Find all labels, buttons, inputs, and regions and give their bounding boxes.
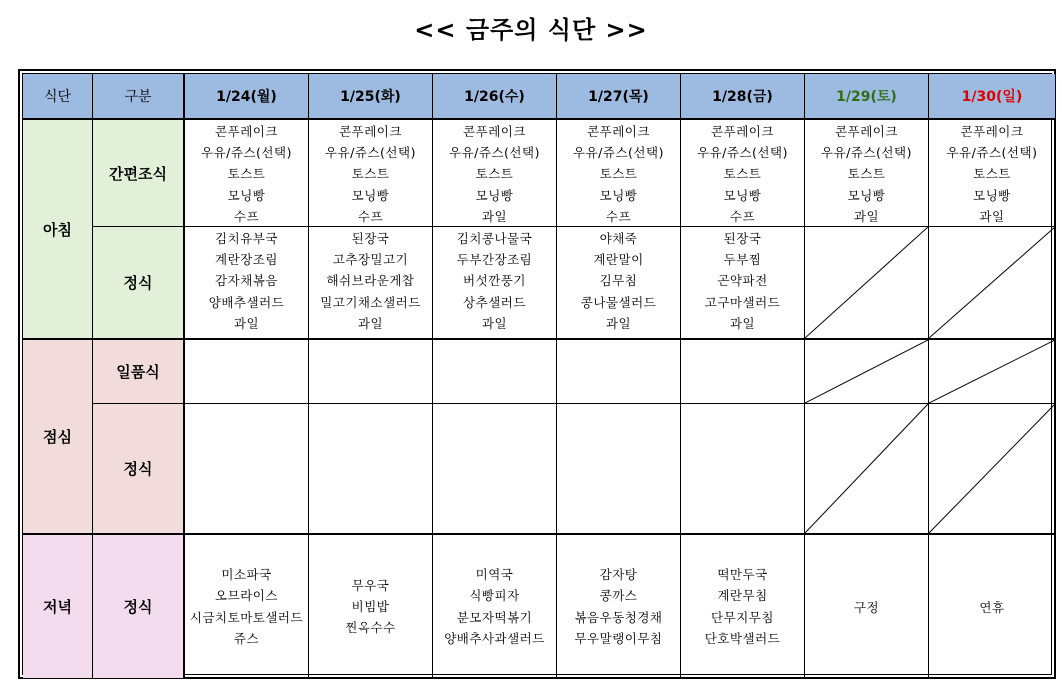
- lunch-single-tue: [309, 340, 433, 404]
- menu-item: 단호박샐러드: [704, 630, 781, 646]
- menu-item: 된장국: [351, 231, 390, 246]
- lunch-set-tue: [309, 404, 433, 535]
- menu-item: 밀고기채소샐러드: [320, 294, 421, 310]
- menu-item: 우유/쥬스(선택): [325, 145, 416, 161]
- menu-item: 고구마샐러드: [704, 294, 781, 310]
- breakfast-simple-mon: [185, 120, 309, 227]
- menu-item: 과일: [853, 208, 880, 224]
- meal-breakfast: 아침: [23, 120, 93, 340]
- menu-item: 연휴: [979, 599, 1005, 615]
- menu-item: 모닝빵: [973, 187, 1011, 203]
- header-day-fri: 1/28(금): [681, 74, 805, 120]
- breakfast-simple-thu: [557, 120, 681, 227]
- menu-item: 과일: [979, 208, 1005, 224]
- menu-item: 고추장밀고기: [332, 252, 409, 268]
- lunch-set-thu: [557, 404, 681, 535]
- menu-item: 과일: [729, 315, 756, 331]
- empty-slash: [805, 404, 928, 533]
- menu-item: 상추샐러드: [463, 294, 526, 310]
- menu-item: 콘푸레이크: [463, 124, 526, 139]
- type-set-lunch: 정식: [93, 404, 185, 535]
- empty-slash: [929, 404, 1055, 533]
- menu-item: 콘푸레이크: [215, 124, 278, 139]
- menu-item: 모닝빵: [599, 187, 638, 203]
- lunch-set-sun: [929, 404, 1055, 535]
- dinner-set-wed: [433, 535, 557, 678]
- meal-lunch: 점심: [23, 340, 93, 535]
- menu-item: 쥬스: [233, 630, 260, 646]
- breakfast-set-mon: [185, 227, 309, 340]
- menu-item: 과일: [481, 208, 508, 224]
- dinner-set-sun: [929, 535, 1055, 678]
- menu-item: 수프: [357, 208, 384, 224]
- menu-item: 양배추사과샐러드: [444, 630, 545, 646]
- empty-slash: [929, 340, 1055, 403]
- menu-item: 우유/쥬스(선택): [946, 145, 1038, 161]
- menu-item: 콘푸레이크: [587, 124, 650, 139]
- lunch-set-fri: [681, 404, 805, 535]
- breakfast-simple-sun: [929, 120, 1055, 227]
- type-single-lunch: 일품식: [93, 340, 185, 404]
- lunch-single-fri: [681, 340, 805, 404]
- menu-item: 과일: [233, 315, 260, 331]
- breakfast-set-tue: [309, 227, 433, 340]
- menu-item: 분모자떡볶기: [456, 609, 533, 625]
- breakfast-set-fri: [681, 227, 805, 340]
- menu-item: 콘푸레이크: [339, 124, 402, 139]
- menu-item: 무우말랭이무침: [574, 630, 663, 646]
- menu-item: 우유/쥬스(선택): [697, 145, 788, 161]
- menu-item: 모닝빵: [475, 187, 514, 203]
- menu-item: 토스트: [227, 166, 266, 182]
- breakfast-simple-fri: [681, 120, 805, 227]
- header-day-sat: 1/29(토): [805, 74, 929, 120]
- menu-item: 콩나물샐러드: [580, 294, 657, 310]
- menu-item: 우유/쥬스(선택): [449, 145, 540, 161]
- menu-item: 과일: [481, 315, 508, 331]
- menu-item: 무우국: [351, 577, 390, 593]
- menu-item: 모닝빵: [723, 187, 762, 203]
- menu-item: 오므라이스: [215, 588, 278, 604]
- type-simple-breakfast: 간편조식: [93, 120, 185, 227]
- menu-item: 계란무침: [717, 588, 768, 604]
- menu-item: 김치콩나물국: [456, 231, 533, 246]
- lunch-set-wed: [433, 404, 557, 535]
- menu-item: 토스트: [847, 166, 886, 182]
- menu-item: 식빵피자: [469, 588, 520, 604]
- menu-item: 콘푸레이크: [835, 124, 898, 139]
- menu-item: 토스트: [973, 166, 1011, 182]
- dinner-set-tue: [309, 535, 433, 678]
- menu-item: 우유/쥬스(선택): [821, 145, 912, 161]
- menu-item: 수프: [729, 208, 756, 224]
- menu-item: 계란말이: [593, 252, 644, 268]
- menu-item: 해쉬브라운게찹: [326, 273, 415, 289]
- lunch-single-sat: [805, 340, 929, 404]
- menu-item: 된장국: [723, 231, 762, 246]
- menu-item: 토스트: [599, 166, 638, 182]
- header-day-mon: 1/24(월): [185, 74, 309, 120]
- empty-slash: [929, 227, 1055, 338]
- type-set-dinner: 정식: [93, 535, 185, 678]
- empty-slash: [805, 340, 928, 403]
- dinner-set-fri: [681, 535, 805, 678]
- menu-item: 두부간장조림: [456, 252, 533, 268]
- menu-item: 김치유부국: [215, 231, 278, 246]
- menu-item: 콘푸레이크: [960, 124, 1024, 139]
- menu-item: 떡만두국: [717, 567, 768, 583]
- menu-item: 곤약파전: [717, 273, 768, 289]
- menu-item: 토스트: [723, 166, 762, 182]
- type-set-breakfast: 정식: [93, 227, 185, 340]
- menu-item: 모닝빵: [227, 187, 266, 203]
- menu-item: 모닝빵: [351, 187, 390, 203]
- header-day-wed: 1/26(수): [433, 74, 557, 120]
- breakfast-simple-wed: [433, 120, 557, 227]
- menu-item: 수프: [233, 208, 260, 224]
- menu-item: 토스트: [475, 166, 514, 182]
- menu-item: 과일: [605, 315, 632, 331]
- menu-item: 감자탕: [599, 567, 638, 583]
- header-day-thu: 1/27(목): [557, 74, 681, 120]
- breakfast-simple-sat: [805, 120, 929, 227]
- dinner-set-sat: [805, 535, 929, 678]
- menu-item: 단무지무침: [711, 609, 774, 625]
- lunch-set-sat: [805, 404, 929, 535]
- lunch-set-mon: [185, 404, 309, 535]
- menu-item: 콘푸레이크: [711, 124, 774, 139]
- breakfast-simple-tue: [309, 120, 433, 227]
- menu-item: 우유/쥬스(선택): [573, 145, 664, 161]
- menu-item: 시금치토마토샐러드: [189, 609, 304, 625]
- menu-item: 찐옥수수: [345, 620, 396, 636]
- lunch-single-sun: [929, 340, 1055, 404]
- breakfast-set-wed: [433, 227, 557, 340]
- menu-item: 모닝빵: [847, 187, 886, 203]
- menu-item: 구정: [853, 599, 880, 615]
- lunch-single-wed: [433, 340, 557, 404]
- meal-dinner: 저녁: [23, 535, 93, 678]
- menu-grid: [22, 73, 1052, 675]
- menu-item: 야채죽: [599, 231, 638, 246]
- menu-item: 미역국: [475, 567, 514, 583]
- menu-item: 우유/쥬스(선택): [201, 145, 292, 161]
- header-type: 구분: [93, 74, 185, 120]
- breakfast-set-sat: [805, 227, 929, 340]
- menu-item: 비빔밥: [351, 598, 390, 614]
- menu-table: [18, 69, 1056, 679]
- menu-item: 볶음우동청경채: [574, 609, 663, 625]
- lunch-single-mon: [185, 340, 309, 404]
- menu-item: 감자채볶음: [215, 273, 278, 289]
- menu-item: 계란장조림: [215, 252, 278, 268]
- empty-slash: [805, 227, 928, 338]
- menu-item: 토스트: [351, 166, 390, 182]
- header-day-tue: 1/25(화): [309, 74, 433, 120]
- header-day-sun: 1/30(일): [929, 74, 1055, 120]
- menu-item: 양배추샐러드: [208, 294, 285, 310]
- menu-item: 버섯깐풍기: [463, 273, 526, 289]
- menu-item: 김무침: [599, 273, 638, 289]
- breakfast-set-thu: [557, 227, 681, 340]
- menu-item: 두부찜: [723, 252, 762, 268]
- breakfast-set-sun: [929, 227, 1055, 340]
- menu-item: 콩까스: [599, 588, 638, 604]
- header-meal: 식단: [23, 74, 93, 120]
- dinner-set-mon: [185, 535, 309, 678]
- dinner-set-thu: [557, 535, 681, 678]
- menu-item: 과일: [357, 315, 384, 331]
- lunch-single-thu: [557, 340, 681, 404]
- menu-item: 미소파국: [221, 567, 272, 583]
- page-title: << 금주의 식단 >>: [414, 16, 648, 44]
- menu-item: 수프: [605, 208, 632, 224]
